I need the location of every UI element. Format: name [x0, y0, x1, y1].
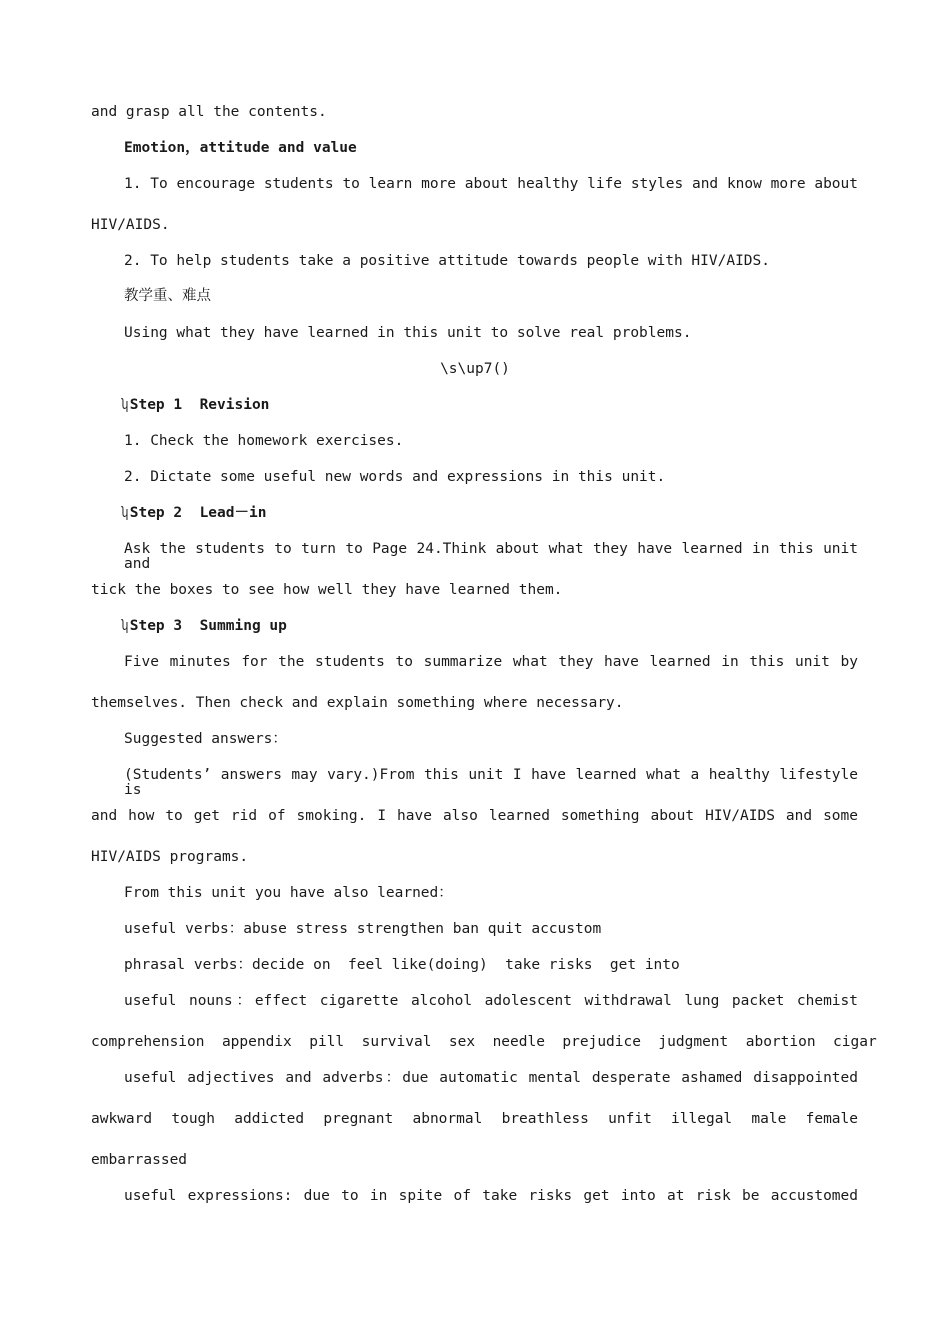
useful-expressions-line: useful expressions: due to in spite of take risks get into at risk be accustomed [124, 1188, 858, 1204]
text-line: From this unit you have also learned： [124, 885, 453, 901]
text-line: Ask the students to turn to Page 24.Think about what they have learned in this unit and [124, 541, 858, 572]
text-line: HIV/AIDS. [91, 217, 170, 233]
text-line: (Students’ answers may vary.)From this unit I have learned what a healthy lifestyle is [124, 767, 858, 798]
text-line: 2. To help students take a positive attitude towards people with HIV/AIDS. [124, 253, 771, 269]
text-line: Five minutes for the students to summarize what they have learned in this unit by [124, 654, 858, 670]
step-marker: ʮ [120, 397, 129, 413]
text-line: 1. Check the homework exercises. [124, 433, 404, 449]
step-title: Step 3 Summing up [129, 618, 287, 634]
step-1-heading [120, 398, 269, 413]
text-line: Using what they have learned in this unit to solve real problems. [124, 325, 692, 341]
section-heading-key-points: 教学重、难点 [124, 288, 211, 304]
adjectives-adverbs-line: useful adjectives and adverbs：due automatic mental desperate ashamed disappointed [124, 1070, 858, 1086]
step-marker: ʮ [120, 505, 129, 521]
step-marker: ʮ [120, 618, 129, 634]
text-line: comprehension appendix pill survival sex needle prejudice judgment abortion cigar [91, 1034, 877, 1050]
text-line: awkward tough addicted pregnant abnormal breathless unfit illegal male female [91, 1111, 858, 1127]
text-line: embarrassed [91, 1152, 188, 1168]
step-3-heading [120, 619, 287, 634]
text-line: tick the boxes to see how well they have learned them. [91, 582, 563, 598]
text-line: and how to get rid of smoking. I have also learned something about HIV/AIDS and some [91, 808, 858, 824]
step-title: Step 1 Revision [129, 397, 270, 413]
useful-verbs-line: useful verbs：abuse stress strengthen ban quit accustom [124, 921, 602, 937]
useful-nouns-line: useful nouns：effect cigarette alcohol adolescent withdrawal lung packet chemist [124, 993, 858, 1009]
step-2-heading [120, 506, 266, 521]
text-line: Suggested answers： [124, 731, 287, 747]
text-line: and grasp all the contents. [91, 104, 327, 120]
phrasal-verbs-line: phrasal verbs：decide on feel like(doing) take risks get into [124, 957, 680, 973]
text-line: HIV/AIDS programs. [91, 849, 249, 865]
text-line: 2. Dictate some useful new words and expressions in this unit. [124, 469, 666, 485]
step-title: Step 2 Lead－in [129, 505, 267, 521]
field-code-text: \s\up7() [440, 361, 510, 377]
section-heading-emotion: Emotion，attitude and value [124, 140, 357, 156]
text-line: themselves. Then check and explain something where necessary. [91, 695, 624, 711]
text-line: 1. To encourage students to learn more about healthy life styles and know more about [124, 176, 858, 192]
